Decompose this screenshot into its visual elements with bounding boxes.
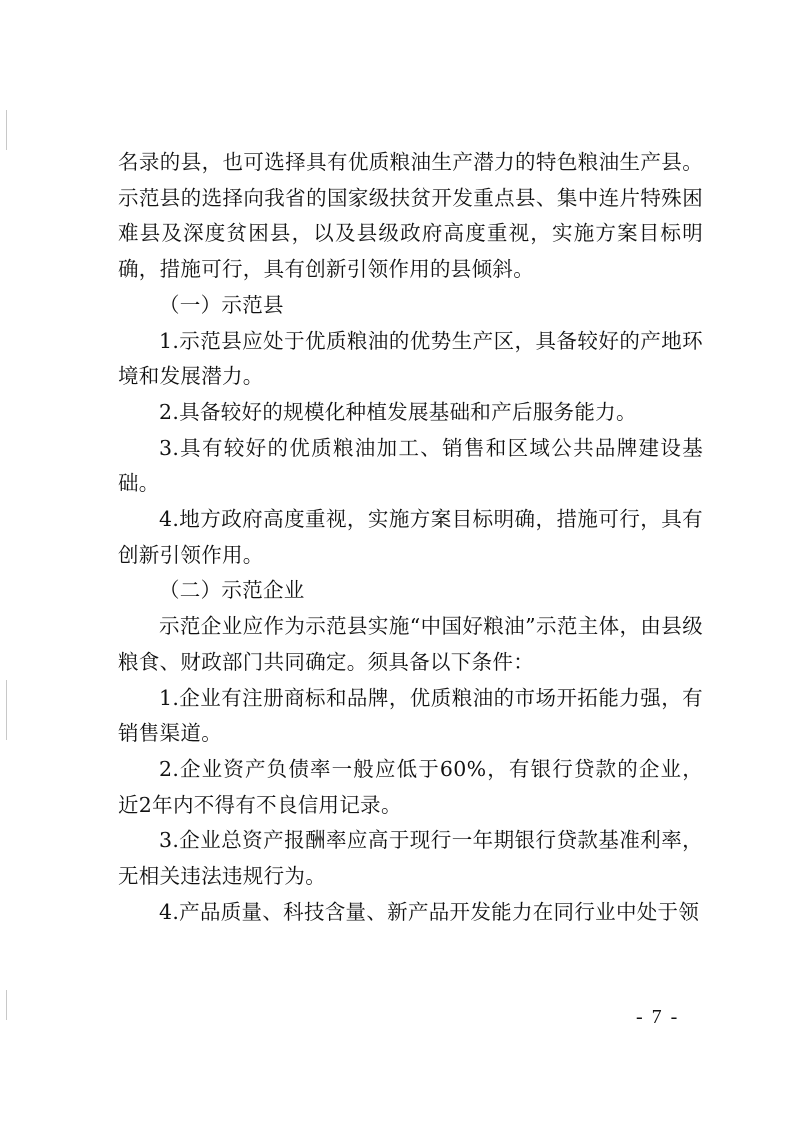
- list-item: 2.具备较好的规模化种植发展基础和产后服务能力。: [159, 399, 637, 424]
- list-item: 2.企业资产负债率一般应低于60%，有银行贷款的企业，近2年内不得有不良信用记录。: [118, 756, 703, 817]
- list-item: 3.具有较好的优质粮油加工、销售和区域公共品牌建设基础。: [118, 435, 703, 496]
- document-body: [118, 145, 703, 930]
- scan-edge-mark: [6, 110, 7, 150]
- list-item: 1.示范县应处于优质粮油的优势生产区，具备较好的产地环境和发展潜力。: [118, 328, 703, 389]
- section-heading-demo-county: （一）示范县: [159, 292, 284, 317]
- list-item: 4.地方政府高度重视，实施方案目标明确，措施可行，具有创新引领作用。: [118, 507, 703, 567]
- paragraph: 示范企业应作为示范县实施“中国好粮油”示范主体，由县级粮食、财政部门共同确定。须具备以下条件：: [118, 614, 703, 674]
- scan-edge-mark: [6, 990, 7, 1020]
- list-item: 3.企业总资产报酬率应高于现行一年期银行贷款基准利率，无相关违法违规行为。: [118, 828, 703, 889]
- section-heading-demo-enterprise: （二）示范企业: [159, 578, 305, 603]
- page-number: - 7 -: [636, 1006, 680, 1028]
- scan-edge-mark: [6, 680, 7, 740]
- paragraph-continuation: 名录的县，也可选择具有优质粮油生产潜力的特色粮油生产县。示范县的选择向我省的国家级扶贫开发重点县、集中连片特殊困难县及深度贫困县，以及县级政府高度重视，实施方案目标明确，措施可行，具有创新引领作用的县倾斜。: [118, 150, 703, 282]
- list-item: 4.产品质量、科技含量、新产品开发能力在同行业中处于领: [159, 899, 700, 924]
- list-item: 1.企业有注册商标和品牌，优质粮油的市场开拓能力强，有销售渠道。: [118, 685, 703, 746]
